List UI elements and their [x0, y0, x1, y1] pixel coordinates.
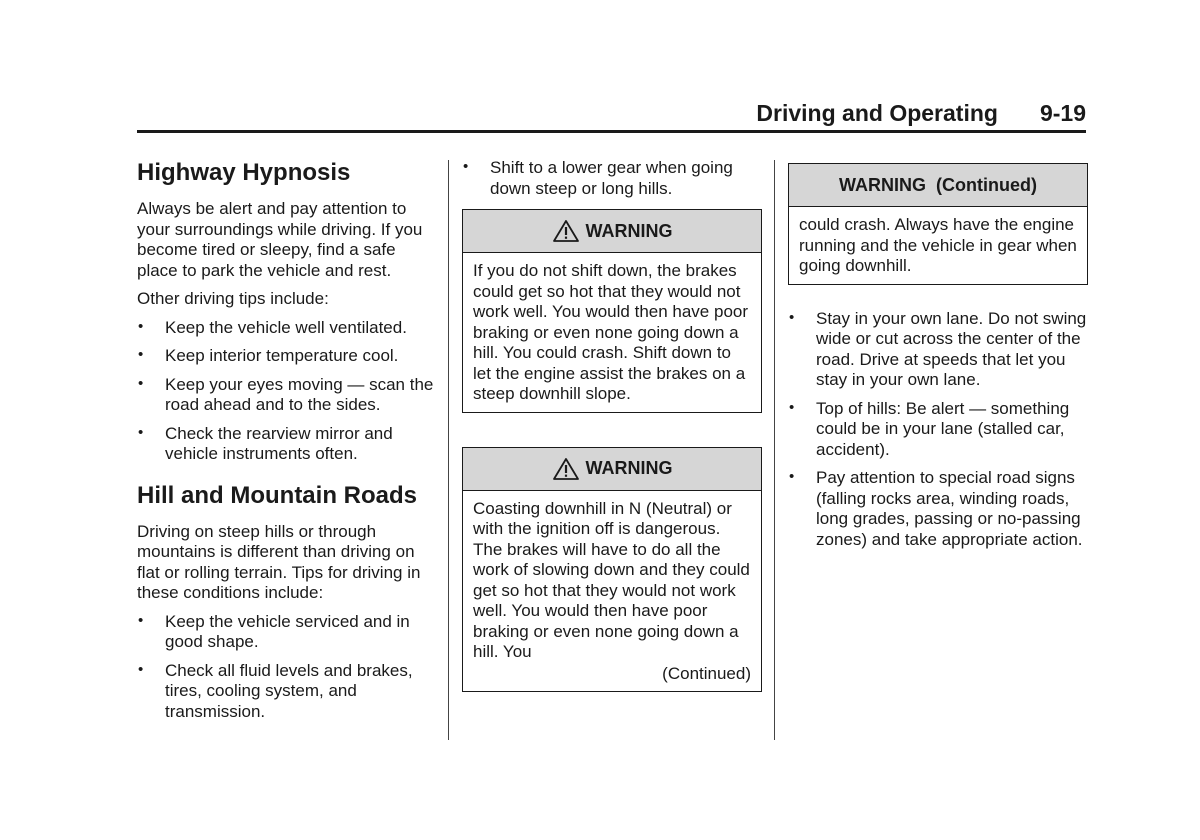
shift-tip-list [462, 158, 762, 199]
bullet-icon: • [789, 398, 795, 416]
bullet-icon: • [138, 317, 144, 335]
bullet-icon: • [138, 611, 144, 629]
warning-header [789, 164, 1087, 207]
warning-title: WARNING (Continued) [839, 174, 1037, 195]
list-item: • Check all fluid levels and brakes, tires, cooling system, and transmission. [138, 660, 413, 721]
heading-highway-hypnosis: Highway Hypnosis [137, 159, 351, 186]
page-number: 9-19 [1039, 100, 1086, 126]
bullet-icon: • [138, 423, 144, 441]
paragraph-hills: Driving on steep hills or through mountains is different than driving on flat or rolling terrain. Tips for driving in these conditions include: [137, 521, 421, 602]
bullet-icon: • [138, 660, 144, 678]
list-item: • Shift to a lower gear when going down steep or long hills. [463, 158, 733, 198]
column-divider-2 [774, 160, 775, 740]
section-title: Driving and Operating [756, 100, 998, 126]
warning-box-shift-down [462, 209, 762, 413]
tips-list [137, 318, 437, 465]
column-divider-1 [448, 160, 449, 740]
list-item: • Check the rearview mirror and vehicle instruments often. [138, 423, 393, 463]
list-item: • Keep interior temperature cool. [138, 346, 399, 365]
page-header [137, 100, 1086, 133]
list-item: • Top of hills: Be alert — something could be in your lane (stalled car, accident). [789, 398, 1070, 459]
warning-body [463, 491, 761, 692]
warning-triangle-icon [552, 219, 580, 243]
bullet-icon: • [138, 374, 144, 392]
bullet-icon: • [138, 346, 144, 363]
warning-header [463, 448, 761, 491]
bullet-icon: • [463, 158, 469, 175]
bullet-icon: • [789, 308, 795, 326]
road-tips-list [788, 309, 1088, 551]
warning-title: WARNING [585, 458, 673, 479]
column-right [788, 158, 1088, 558]
warning-title: WARNING [585, 220, 673, 241]
list-item: • Keep the vehicle serviced and in good shape. [138, 611, 410, 651]
column-left [137, 158, 437, 730]
list-item: • Keep the vehicle well ventilated. [138, 317, 407, 337]
heading-hill-mountain-roads: Hill and Mountain Roads [137, 481, 417, 509]
column-middle [462, 158, 762, 714]
warning-box-coasting [462, 447, 762, 693]
warning-text: Coasting downhill in N (Neutral) or with the ignition off is dangerous. The brakes will have to do all the work of slowing down and they could get so hot that they would not work well. You would then have poor braking or even none going down a hill. You [473, 498, 750, 661]
warning-body: If you do not shift down, the brakes could get so hot that they would not work well. You would then have poor braking or even none going down a hill. You could crash. Shift down to let the engine assist the brakes on a steep downhill slope. [473, 261, 749, 403]
list-item: • Pay attention to special road signs (falling rocks area, winding roads, long grades, passing or no-passing zones) and take appropriate action. [789, 468, 1083, 549]
warning-header [463, 210, 761, 253]
warning-triangle-icon [552, 457, 580, 481]
bullet-icon: • [789, 468, 795, 485]
list-item: • Keep your eyes moving — scan the road ahead and to the sides. [138, 374, 434, 414]
paragraph-tips-intro: Other driving tips include: [137, 289, 329, 308]
warning-box-continued [788, 163, 1088, 285]
list-item: • Stay in your own lane. Do not swing wide or cut across the center of the road. Drive at speeds that let you stay in your own lane. [789, 308, 1087, 389]
continued-label: (Continued) [662, 663, 751, 683]
paragraph-alert: Always be alert and pay attention to your surroundings while driving. If you become tired or sleepy, find a safe place to park the vehicle and rest. [137, 199, 423, 280]
warning-body: could crash. Always have the engine running and the vehicle in gear when going downhill. [799, 215, 1077, 275]
hill-tips-list [137, 612, 437, 723]
